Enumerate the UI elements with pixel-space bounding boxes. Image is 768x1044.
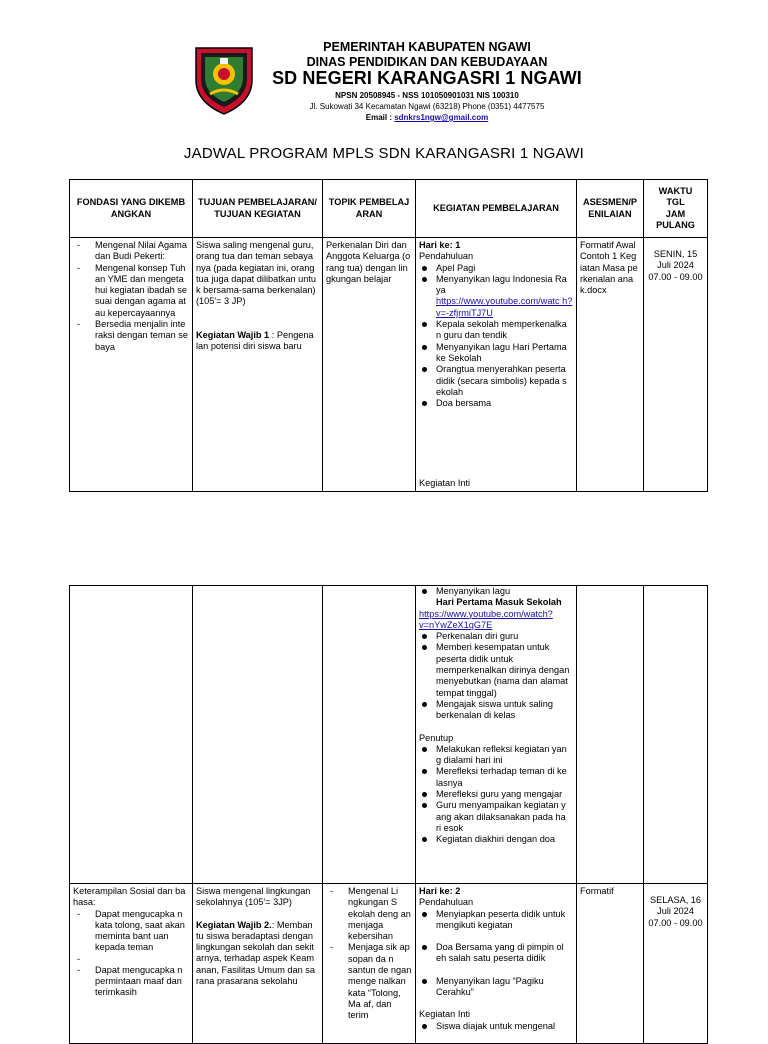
cell-waktu: SELASA, 16 Juli 2024 07.00 - 09.00	[644, 884, 708, 1044]
email-label: Email :	[365, 113, 395, 122]
section-pendahuluan: Pendahuluan	[419, 897, 474, 908]
list-item-text: Menyanyikan lagu	[436, 586, 511, 596]
list-item: - Mengenal Nilai Agama dan Budi Pekerti:	[73, 240, 189, 263]
header-email	[262, 113, 592, 122]
col-header-waktu-1: WAKTU	[658, 185, 693, 196]
list-item: Doa bersama	[419, 398, 573, 409]
col-header-kegiatan: KEGIATAN PEMBELAJARAN	[416, 180, 577, 238]
cell-kegiatan	[416, 884, 577, 1044]
list-item: Orangtua menyerahkan peserta didik (secara simbolis) kepada s ekolah	[419, 364, 573, 398]
list-item: Menyiapkan peserta didik untuk mengikuti kegiatan	[419, 909, 573, 932]
day-label: Hari ke: 2	[419, 886, 461, 896]
cell-tujuan	[193, 586, 323, 884]
col-header-waktu-4: PULANG	[656, 219, 695, 230]
cell-topik	[323, 884, 416, 1044]
cell-waktu: SENIN, 15 Juli 2024 07.00 - 09.00	[644, 238, 708, 492]
cell-fondasi	[70, 238, 193, 492]
header-department: DINAS PENDIDIKAN DAN KEBUDAYAAN	[306, 55, 548, 69]
col-header-fondasi: FONDASI YANG DIKEMB ANGKAN	[70, 180, 193, 238]
ngawi-regency-emblem-icon	[192, 44, 256, 116]
table-header-row	[70, 180, 708, 238]
list-item	[73, 954, 189, 965]
document-title: JADWAL PROGRAM MPLS SDN KARANGASRI 1 NGAWI	[183, 145, 585, 162]
table-row-day-1-continued	[70, 586, 708, 884]
list-item: Siswa diajak untuk mengenal	[419, 1021, 573, 1032]
list-item: Memberi kesempatan untuk peserta didik untuk memperkenalkan dirinya dengan menyebutkan (nama dan alamat tempat tinggal)	[419, 642, 573, 698]
cell-fondasi	[70, 884, 193, 1044]
cell-topik	[323, 586, 416, 884]
kegiatan-wajib-label: Kegiatan Wajib 2.	[196, 919, 272, 930]
schedule-table-page-2	[69, 585, 708, 1044]
tujuan-text: Siswa saling mengenal guru, orang tua dan teman sebaya nya (pada kegiatan ini, orang tua juga dapat dilibatkan untu k bersama-sama berkenalan) (105'= 3 JP)	[196, 240, 317, 307]
list-item	[419, 586, 573, 609]
list-item: Merefleksi terhadap teman di ke lasnya	[419, 766, 573, 789]
cell-asesmen	[577, 586, 644, 884]
tujuan-text: Siswa mengenal lingkungan sekolahnya (105'= 3JP)	[196, 886, 311, 908]
kegiatan-wajib-text: : Pengena lan potensi diri siswa baru	[196, 329, 314, 352]
email-link[interactable]: sdnkrs1ngw@gmail.com	[394, 113, 489, 122]
list-item: - Mengenal Li ngkungan S ekolah deng an menjaga kebersihan	[326, 886, 412, 942]
cell-tujuan	[193, 884, 323, 1044]
list-item: Perkenalan diri guru	[419, 631, 573, 642]
cell-asesmen: Formatif	[577, 884, 644, 1044]
list-item	[419, 274, 573, 319]
list-item: - Dapat mengucapka n kata tolong, saat akan meminta bant uan kepada teman	[73, 909, 189, 954]
list-item: - Dapat mengucapka n permintaan maaf dan terimkasih	[73, 965, 189, 999]
list-item: Kegiatan diakhiri dengan doa	[419, 834, 573, 845]
col-header-waktu-2: TGL	[666, 197, 685, 208]
list-item: - Mengenal konsep Tuh an YME dan mengeta hui kegiatan ibadah se suai dengan agama at au kepercayaannya	[73, 263, 189, 319]
youtube-link[interactable]: https://www.youtube.com/watc h?v=-zfjrmiTJ7U	[436, 296, 573, 318]
cell-kegiatan	[416, 586, 577, 884]
list-item: Guru menyampaikan kegiatan y ang akan dilaksanakan pada ha ri esok	[419, 800, 573, 834]
cell-asesmen: Formatif Awal Contoh 1 Keg iatan Masa pe rkenalan ana k.docx	[577, 238, 644, 492]
table-row-day-2	[70, 884, 708, 1044]
list-item: - Menjaga sik ap sopan da n santun de ngan menge nalkan kata “Tolong, Ma af, dan terim	[326, 942, 412, 1021]
list-item: Apel Pagi	[419, 263, 573, 274]
col-header-waktu-3: JAM	[665, 208, 686, 219]
cell-kegiatan	[416, 238, 577, 492]
schedule-table-page-1	[69, 179, 708, 492]
cell-fondasi	[70, 586, 193, 884]
header-identifiers: NPSN 20508945 - NSS 101050901031 NIS 100310	[335, 91, 519, 100]
letterhead	[0, 0, 768, 140]
col-header-waktu	[644, 180, 708, 238]
day-label: Hari ke: 1	[419, 240, 461, 250]
list-item: Doa Bersama yang di pimpin ol eh salah satu peserta didik	[419, 942, 573, 965]
col-header-tujuan: TUJUAN PEMBELAJARAN/ TUJUAN KEGIATAN	[193, 180, 323, 238]
cell-waktu	[644, 586, 708, 884]
song-title: Hari Pertama Masuk Sekolah	[436, 597, 562, 608]
list-item: Mengajak siswa untuk saling berkenalan di kelas	[419, 699, 573, 722]
col-header-topik: TOPIK PEMBELAJ ARAN	[323, 180, 416, 238]
section-pendahuluan: Pendahuluan	[419, 251, 474, 262]
section-penutup: Penutup	[419, 732, 454, 743]
list-item: Kepala sekolah memperkenalka n guru dan tendik	[419, 319, 573, 342]
kegiatan-wajib	[196, 330, 319, 353]
cell-topik: Perkenalan Diri dan Anggota Keluarga (o rang tua) dengan lin gkungan belajar	[323, 238, 416, 492]
col-header-asesmen: ASESMEN/P ENILAIAN	[577, 180, 644, 238]
list-item: Merefleksi guru yang mengajar	[419, 789, 573, 800]
kegiatan-wajib-text: : Memban tu siswa beradaptasi dengan lingkungan sekolah dan sekit arnya, terhadap aspek Keam anan, Fasilitas Umum dan sa rana prasarana sekolahu	[196, 919, 315, 987]
list-item-text: Menyanyikan lagu Indonesia Ra ya	[436, 273, 567, 296]
header-address: Jl. Sukowati 34 Kecamatan Ngawi (63218) Phone (0351) 4477575	[309, 102, 545, 111]
list-item: Menyanyikan lagu “Pagiku Cerahku”	[419, 976, 573, 999]
list-item: Melakukan refleksi kegiatan yan g dialami hari ini	[419, 744, 573, 767]
header-school-name: SD NEGERI KARANGASRI 1 NGAWI	[272, 68, 582, 88]
header-government: PEMERINTAH KABUPATEN NGAWI	[323, 40, 531, 54]
list-item: - Bersedia menjalin inte raksi dengan teman se baya	[73, 319, 189, 353]
kegiatan-wajib-label: Kegiatan Wajib 1	[196, 329, 270, 340]
section-kegiatan-inti: Kegiatan Inti	[419, 477, 471, 488]
list-item: Menyanyikan lagu Hari Pertama ke Sekolah	[419, 342, 573, 365]
table-row-day-1	[70, 238, 708, 492]
cell-tujuan	[193, 238, 323, 492]
fondasi-title: Keterampilan Sosial dan ba hasa:	[73, 886, 186, 908]
section-kegiatan-inti: Kegiatan Inti	[419, 1009, 471, 1020]
kegiatan-wajib	[196, 920, 319, 988]
youtube-link[interactable]: https://www.youtube.com/watch? v=nYwZeX1qG7E	[419, 608, 553, 630]
